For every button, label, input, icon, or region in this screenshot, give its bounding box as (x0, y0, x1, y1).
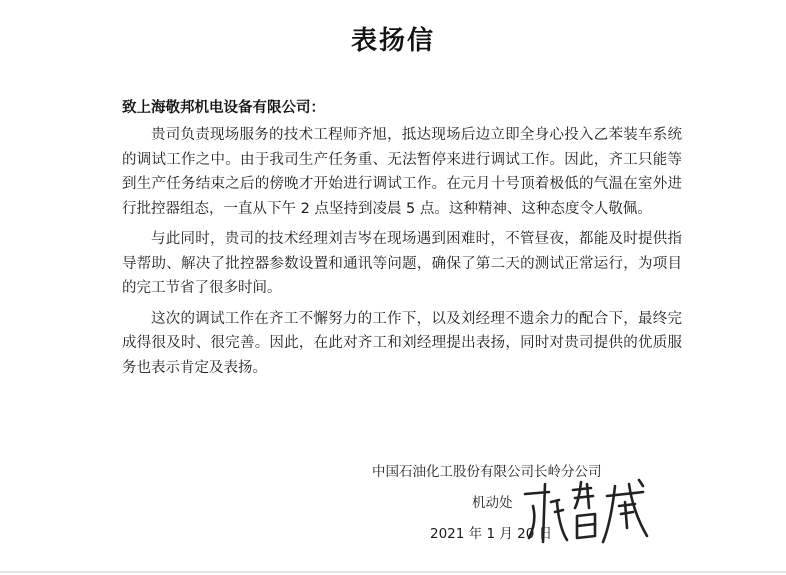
body-paragraph-3: 这次的调试工作在齐工不懈努力的工作下，以及刘经理不遗余力的配合下，最终完成得很及时、很完善。因此，在此对齐工和刘经理提出表扬，同时对贵司提供的优质服务也表示肯定及表扬。 (122, 310, 682, 376)
page-bottom-divider (0, 571, 786, 573)
signature-department: 机动处 (472, 495, 513, 511)
handwritten-signature (515, 472, 655, 552)
letter-body (122, 123, 682, 386)
letter-salutation: 致上海敬邦机电设备有限公司： (122, 100, 325, 116)
body-paragraph-1: 贵司负责现场服务的技术工程师齐旭，抵达现场后边立即全身心投入乙苯装车系统的调试工作之中。由于我司生产任务重、无法暂停来进行调试工作。因此，齐工只能等到生产任务结束之后的傍晚才开始进行调试工作。在元月十号顶着极低的气温在室外进行批控器组态，一直从下午 2 点坚持到凌晨 5 点。这种精神、这种态度令人敬佩。 (122, 127, 682, 217)
body-paragraph-2: 与此同时，贵司的技术经理刘吉岑在现场遇到困难时，不管昼夜，都能及时提供指导帮助、解决了批控器参数设置和通讯等问题，确保了第二天的测试正常运行，为项目的完工节省了很多时间。 (122, 231, 682, 296)
letter-title: 表扬信 (350, 26, 435, 56)
signature-organization: 中国石油化工股份有限公司长岭分公司 (372, 464, 602, 480)
signature-date: 2021 年 1 月 20 日 (430, 526, 553, 542)
